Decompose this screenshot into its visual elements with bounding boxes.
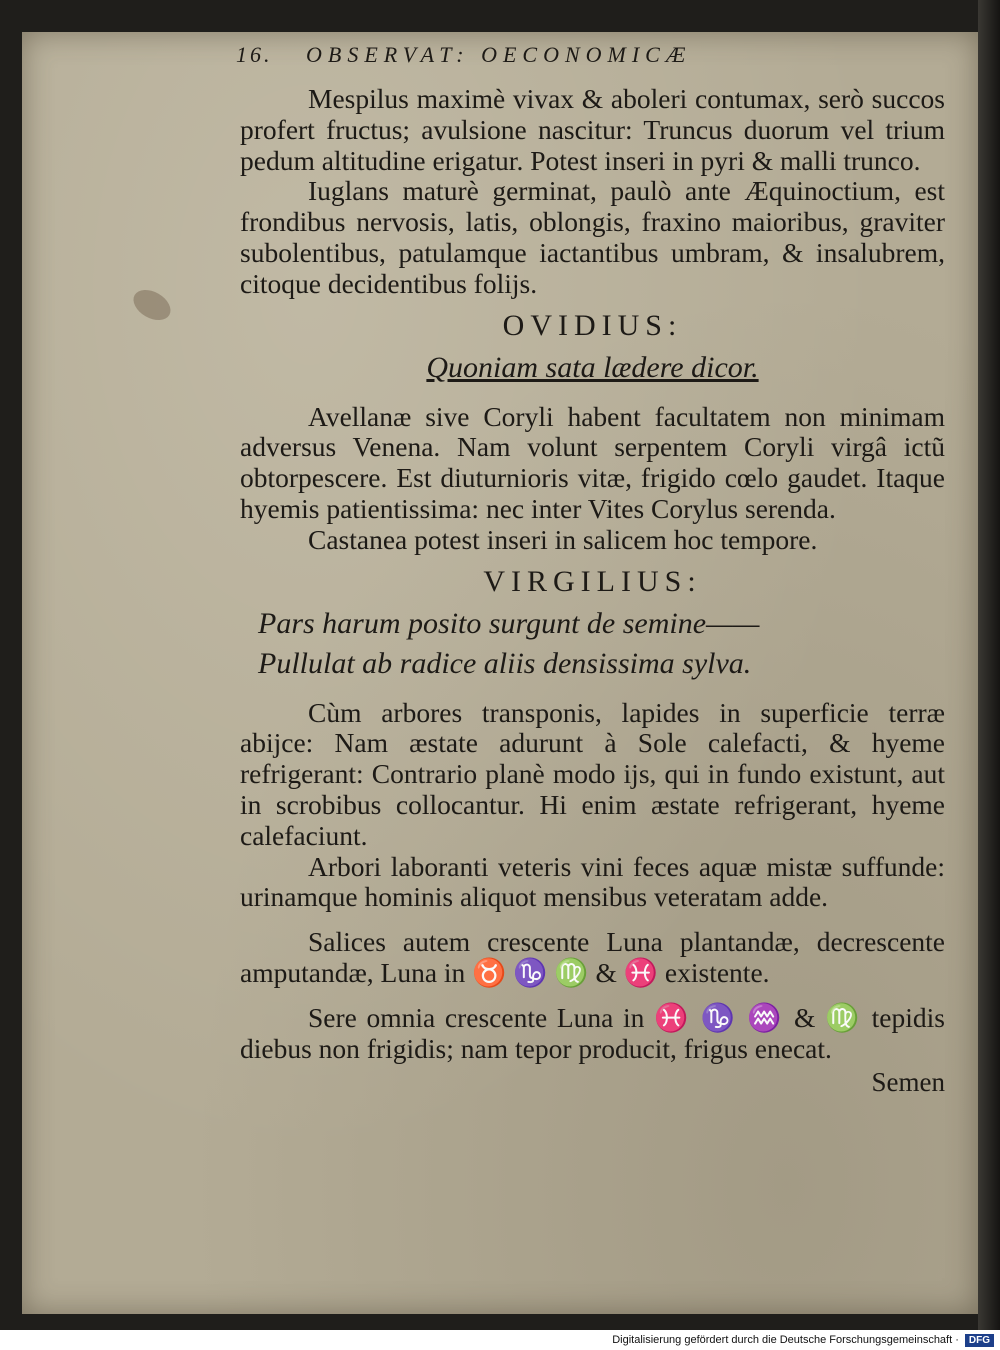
paragraph-sere: Sere omnia crescente Luna in ♓ ♑ ♒ & ♍ tepidis diebus non frigidis; nam tepor producit, frigus enecat. [240,1001,945,1064]
paragraph-arbori: Arbori laboranti veteris vini feces aquæ mistæ suffunde: urinamque hominis aliquot mensibus veteratam adde. [240,850,945,913]
running-head [236,42,945,82]
quote-vergil-line-2: Pullulat ab radice aliis densissima sylva. [258,646,752,680]
page-text [236,42,945,1098]
paragraph-avellanae: Avellanæ sive Coryli habent facultatem non minimam adversus Venena. Nam volunt serpentem Coryli virgâ ictũ obtorpescere. Est diuturnioris vitæ, frigido cœlo gaudet. Itaque hyemis patientissima: nec inter Vites Corylus serenda. [240,400,945,524]
dfg-logo: DFG [965,1334,994,1347]
heading-ovidius: OVIDIUS: [502,308,683,342]
footer-band [0,1330,1000,1350]
paragraph-salices: Salices autem crescente Luna plantandæ, decrescente amputandæ, Luna in ♉ ♑ ♍ & ♓ existente. [240,926,945,988]
quote-ovid: Quoniam sata lædere dicor. [426,350,759,384]
page-number: 16. [236,42,273,67]
paragraph-arbores: Cùm arbores transponis, lapides in superficie terræ abijce: Nam æstate adurunt à Sole calefacti, & hyeme refrigerant: Contrario planè modo ijs, qui in fundo existunt, aut in scrobibus collocantur. Hi enim æstate refrigerant, hyeme calefaciunt. [240,696,945,851]
paragraph-castanea: Castanea potest inseri in salicem hoc tempore. [308,523,818,555]
paper-stain [128,284,176,327]
book-spine [978,0,1000,1330]
quote-vergil-line-1: Pars harum posito surgunt de semine—— [258,606,760,640]
footer-credit: Digitalisierung gefördert durch die Deutsche Forschungsgemeinschaft · [612,1334,959,1346]
paragraph-mespilus: Mespilus maximè vivax & aboleri contumax, serò succos profert fructus; avulsione nascitur: Truncus duorum vel trium pedum altitudine erigatur. Potest inseri in pyri & malli trunco. [240,83,945,176]
running-title: OBSERVAT: OECONOMICÆ [306,42,692,67]
catchword: Semen [871,1067,945,1098]
heading-virgilius: VIRGILIUS: [483,564,702,598]
paragraph-iuglans: Iuglans maturè germinat, paulò ante Æquinoctium, est frondibus nervosis, latis, oblongis, fraxino maioribus, graviter subolentibus, patulamque iactantibus umbram, & insalubrem, citoque decidentibus folijs. [240,175,945,299]
